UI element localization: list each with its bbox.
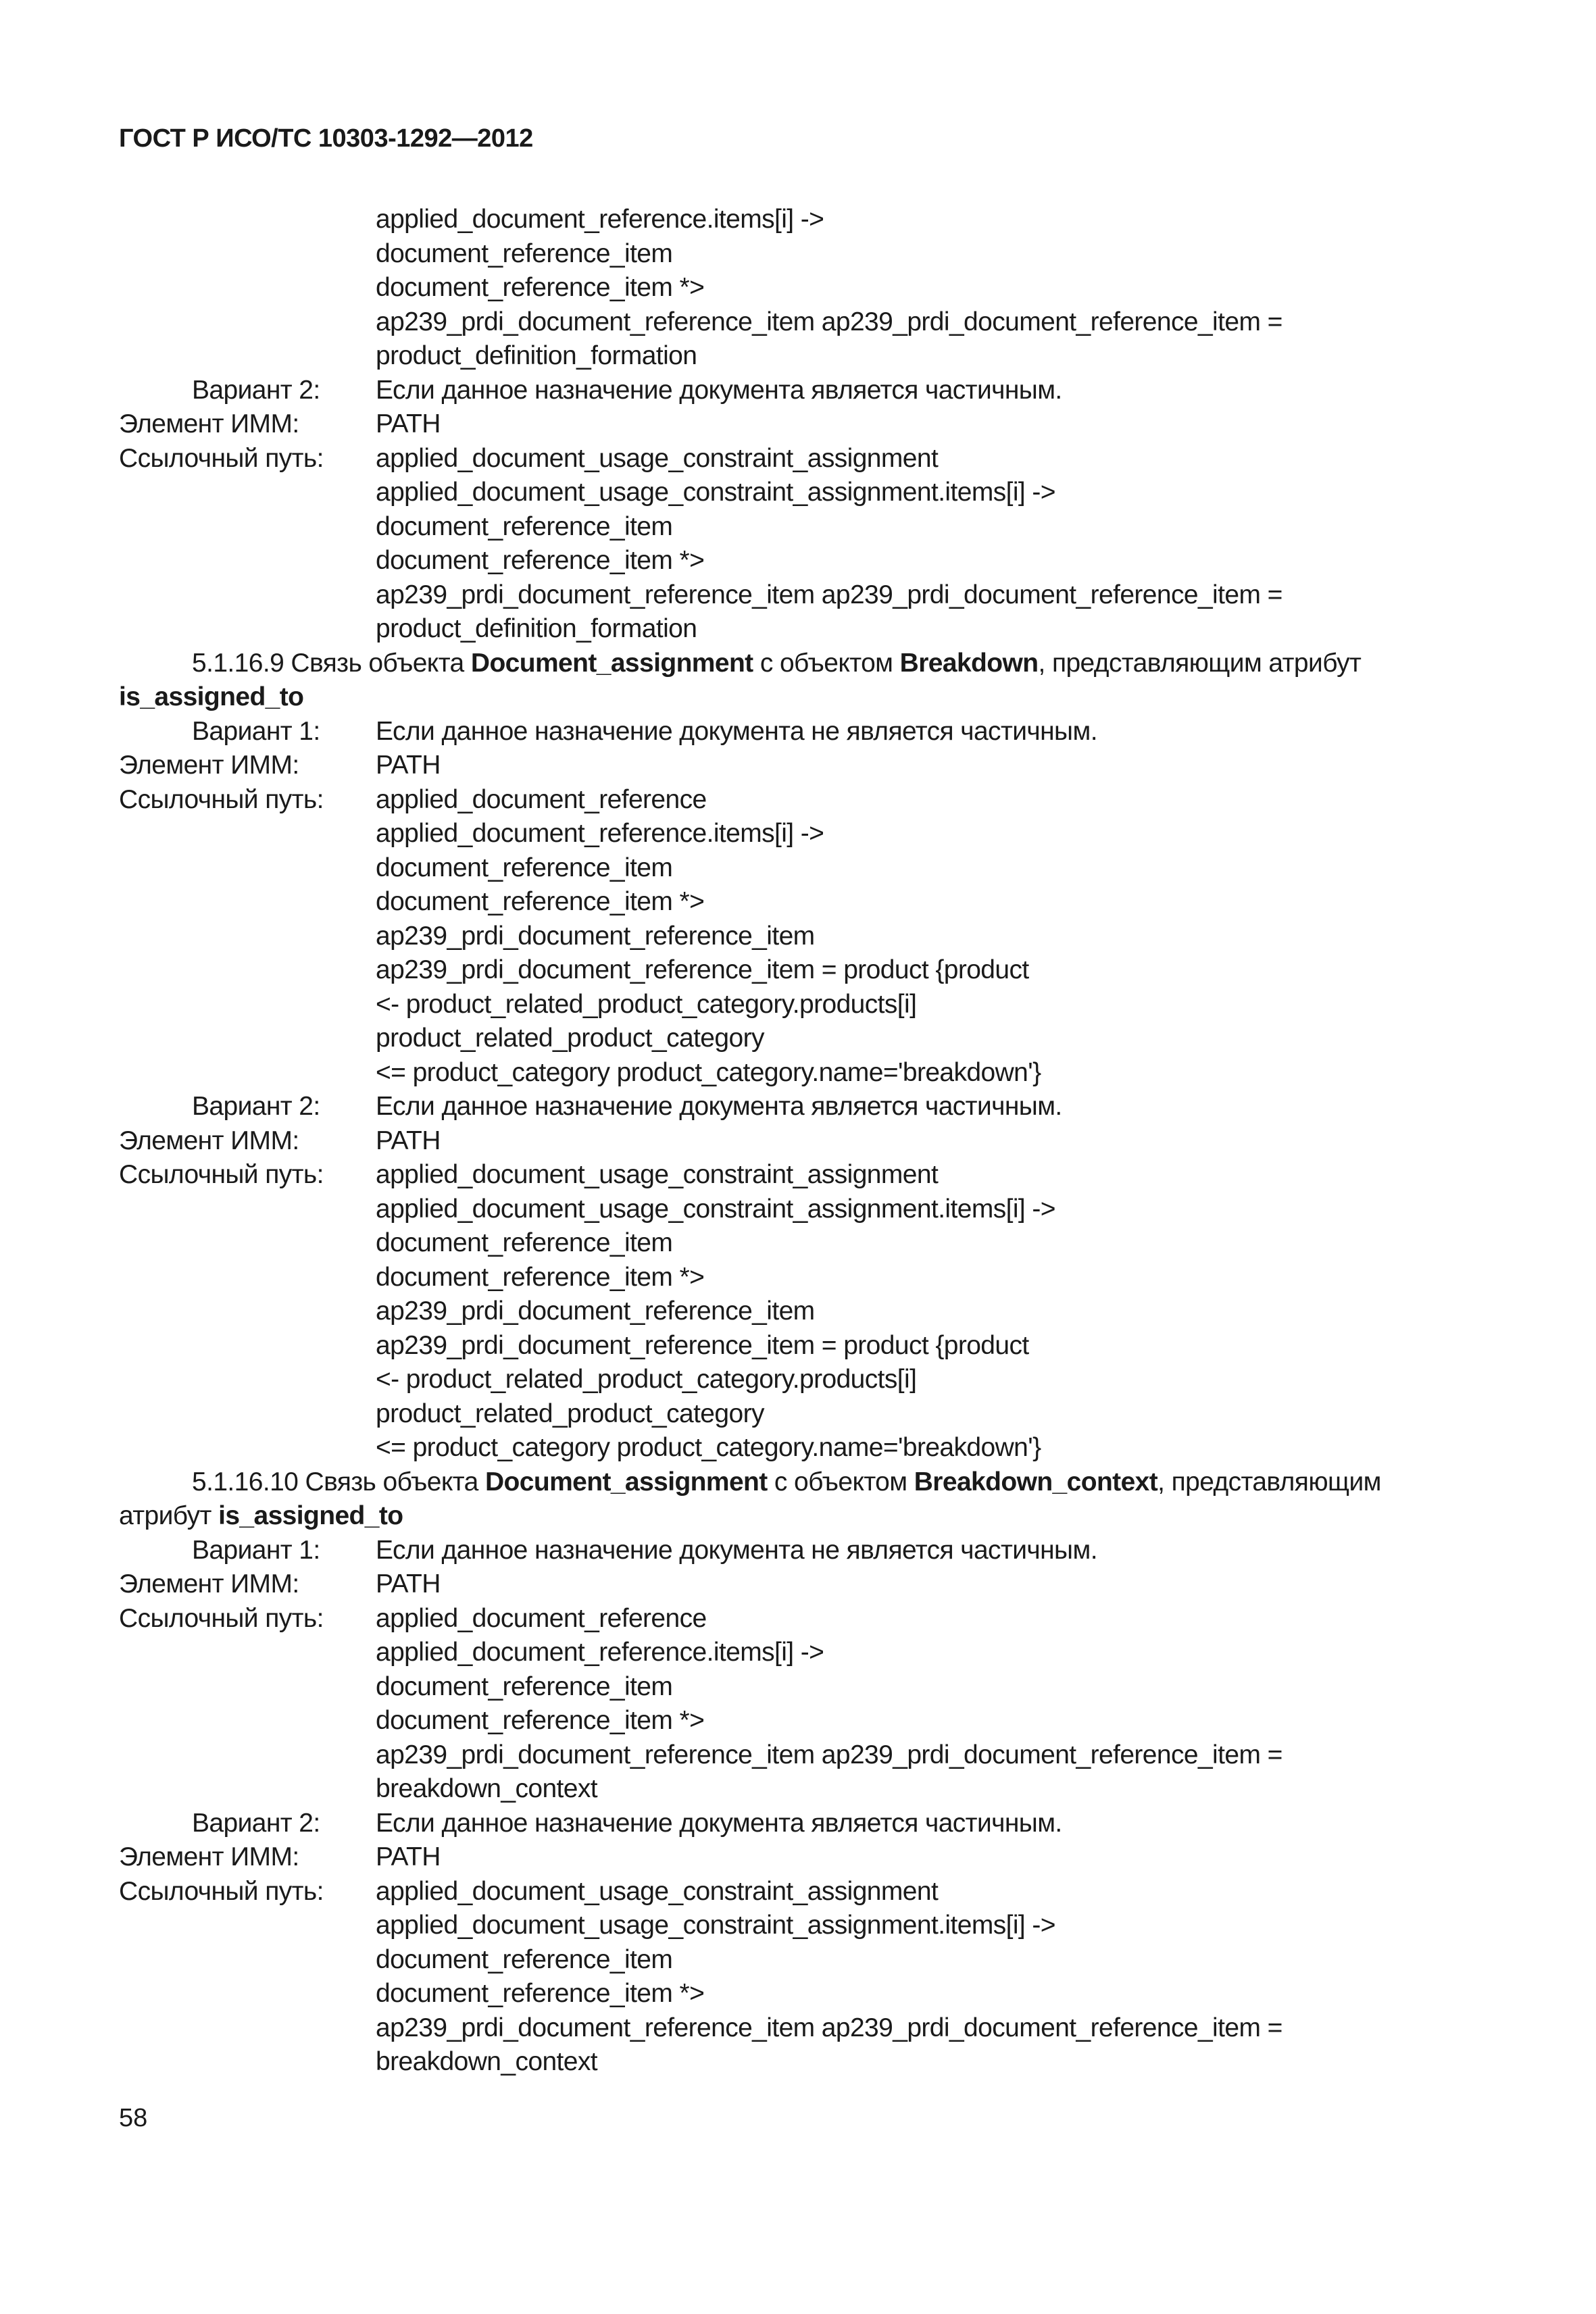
- path-line: product_related_product_category: [376, 1024, 764, 1053]
- section-heading-5-1-16-10: 5.1.16.10 Связь объекта Document_assignment с объектом Breakdown_context, представляющим: [119, 1465, 1497, 1500]
- imm-value: PATH: [376, 1569, 441, 1599]
- path-line: breakdown_context: [376, 2047, 598, 2076]
- section-number: 5.1.16.9: [192, 648, 284, 678]
- entity-name: Breakdown: [899, 648, 1039, 678]
- ref-path-row: [119, 783, 1497, 818]
- imm-row: [119, 1124, 1497, 1159]
- path-line: applied_document_usage_constraint_assignment: [376, 1160, 939, 1189]
- path-line: document_reference_item: [376, 1671, 673, 1701]
- path-line: document_reference_item *>: [376, 1706, 705, 1735]
- variant-label: Вариант 2:: [192, 1092, 320, 1121]
- path-line: applied_document_usage_constraint_assignment: [376, 1876, 939, 1906]
- imm-row: [119, 407, 1497, 442]
- variant-row: [119, 715, 1497, 749]
- path-line: document_reference_item *>: [376, 546, 705, 575]
- path-line: ap239_prdi_document_reference_item = product {product: [376, 1330, 1029, 1360]
- imm-label: Элемент ИММ:: [119, 751, 299, 780]
- imm-row: [119, 1567, 1497, 1602]
- path-line: ap239_prdi_document_reference_item ap239_prdi_document_reference_item =: [376, 307, 1282, 336]
- variant-label: Вариант 1:: [192, 1535, 320, 1565]
- variant-row: [119, 1807, 1497, 1841]
- path-line: ap239_prdi_document_reference_item ap239_prdi_document_reference_item =: [376, 2013, 1282, 2042]
- path-line: applied_document_usage_constraint_assignment.items[i] ->: [376, 1911, 1055, 1940]
- path-line: applied_document_usage_constraint_assignment.items[i] ->: [376, 478, 1055, 507]
- imm-label: Элемент ИММ:: [119, 1842, 299, 1871]
- entity-name: Breakdown_context: [914, 1467, 1158, 1496]
- page-number: 58: [119, 2104, 148, 2132]
- section-heading-5-1-16-9: 5.1.16.9 Связь объекта Document_assignment с объектом Breakdown, представляющим атрибут: [119, 647, 1497, 681]
- path-line: document_reference_item *>: [376, 1979, 705, 2008]
- attribute-line: атрибут is_assigned_to: [119, 1501, 403, 1530]
- path-line: breakdown_context: [376, 1774, 598, 1803]
- variant-text: Если данное назначение документа является частичным.: [376, 1808, 1062, 1838]
- path-line: ap239_prdi_document_reference_item = product {product: [376, 955, 1029, 984]
- ref-path-label: Ссылочный путь:: [119, 1603, 324, 1633]
- path-line: ap239_prdi_document_reference_item: [376, 1297, 815, 1326]
- variant-label: Вариант 1:: [192, 716, 320, 746]
- path-line: product_related_product_category: [376, 1399, 764, 1428]
- imm-label: Элемент ИММ:: [119, 409, 299, 438]
- path-line: document_reference_item: [376, 238, 673, 268]
- imm-value: PATH: [376, 1842, 441, 1871]
- path-line: applied_document_reference: [376, 784, 707, 814]
- imm-value: PATH: [376, 1126, 441, 1155]
- imm-value: PATH: [376, 409, 441, 438]
- attribute-line: [119, 680, 1497, 715]
- variant-text: Если данное назначение документа является частичным.: [376, 375, 1062, 405]
- path-line: document_reference_item: [376, 1228, 673, 1257]
- variant-text: Если данное назначение документа не является частичным.: [376, 716, 1097, 746]
- variant-label: Вариант 2:: [192, 1808, 320, 1838]
- imm-row: [119, 749, 1497, 783]
- ref-path-label: Ссылочный путь:: [119, 443, 324, 473]
- attribute-name: is_assigned_to: [218, 1501, 403, 1530]
- ref-path-row: [119, 1602, 1497, 1636]
- path-line: ap239_prdi_document_reference_item ap239_prdi_document_reference_item =: [376, 1740, 1282, 1769]
- path-line: ap239_prdi_document_reference_item: [376, 921, 815, 951]
- path-line: applied_document_reference.items[i] ->: [376, 1638, 824, 1667]
- path-line: applied_document_reference.items[i] ->: [376, 205, 824, 234]
- variant-text: Если данное назначение документа не является частичным.: [376, 1535, 1097, 1565]
- path-line: <- product_related_product_category.products[i]: [376, 989, 917, 1019]
- path-line: ap239_prdi_document_reference_item ap239_prdi_document_reference_item =: [376, 580, 1282, 609]
- ref-path-label: Ссылочный путь:: [119, 784, 324, 814]
- imm-value: PATH: [376, 751, 441, 780]
- page-content: [119, 203, 1497, 2080]
- imm-label: Элемент ИММ:: [119, 1569, 299, 1599]
- path-line: <= product_category product_category.name='breakdown'}: [376, 1057, 1041, 1087]
- ref-path-label: Ссылочный путь:: [119, 1876, 324, 1906]
- variant-row: [119, 1534, 1497, 1568]
- path-line: document_reference_item *>: [376, 273, 705, 302]
- path-line: document_reference_item: [376, 511, 673, 541]
- entity-name: Document_assignment: [470, 648, 753, 678]
- variant-row: [119, 1090, 1497, 1124]
- ref-path-row: [119, 442, 1497, 476]
- path-line: document_reference_item *>: [376, 1262, 705, 1292]
- ref-path-label: Ссылочный путь:: [119, 1160, 324, 1189]
- ref-path-row: [119, 1875, 1497, 1909]
- path-line: product_definition_formation: [376, 614, 697, 643]
- ref-path-row: [119, 1158, 1497, 1192]
- path-line: <- product_related_product_category.products[i]: [376, 1365, 917, 1394]
- entity-name: Document_assignment: [484, 1467, 768, 1496]
- imm-label: Элемент ИММ:: [119, 1126, 299, 1155]
- path-line: document_reference_item: [376, 853, 673, 882]
- path-line: applied_document_usage_constraint_assignment.items[i] ->: [376, 1194, 1055, 1224]
- path-line: product_definition_formation: [376, 341, 697, 370]
- variant-label: Вариант 2:: [192, 375, 320, 405]
- path-line: applied_document_reference.items[i] ->: [376, 819, 824, 848]
- document-header: ГОСТ Р ИСО/ТС 10303-1292—2012: [119, 124, 533, 153]
- path-line: document_reference_item: [376, 1944, 673, 1974]
- section-number: 5.1.16.10: [192, 1467, 299, 1496]
- imm-row: [119, 1840, 1497, 1875]
- path-line: applied_document_usage_constraint_assignment: [376, 443, 939, 473]
- path-line: document_reference_item *>: [376, 887, 705, 916]
- attribute-name: is_assigned_to: [119, 682, 304, 711]
- variant-row: [119, 374, 1497, 408]
- variant-text: Если данное назначение документа является частичным.: [376, 1092, 1062, 1121]
- path-line: <= product_category product_category.name='breakdown'}: [376, 1433, 1041, 1462]
- path-line: applied_document_reference: [376, 1603, 707, 1633]
